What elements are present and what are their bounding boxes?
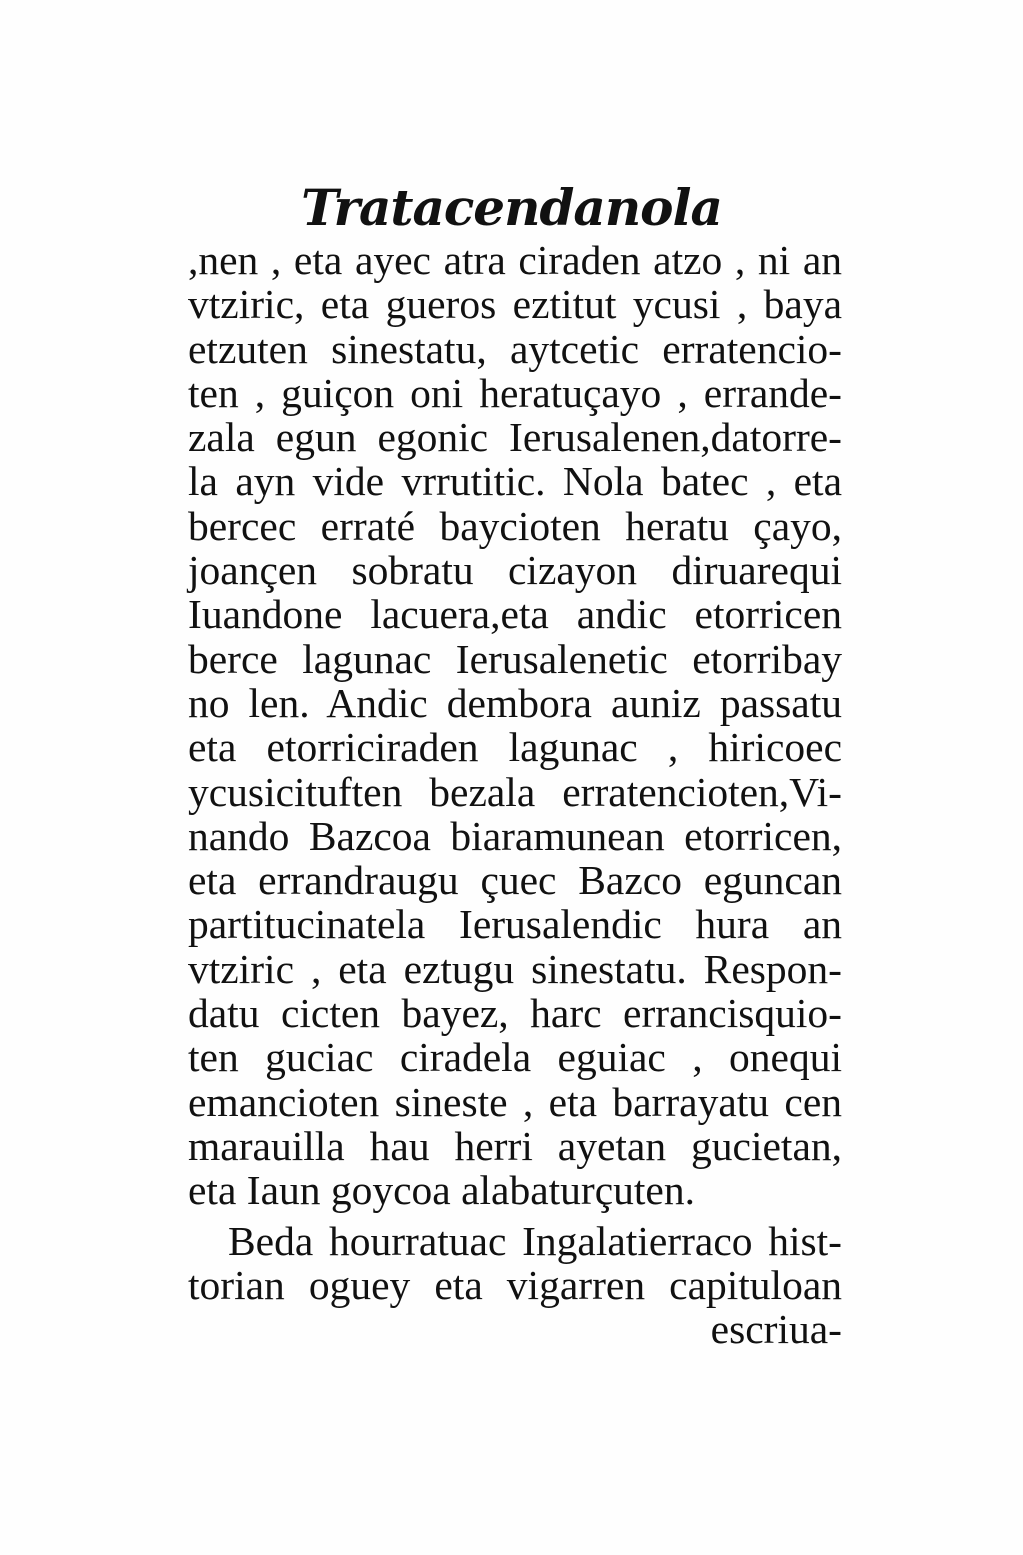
text-line: marauilla hau herri ayetan gucietan, (188, 1122, 842, 1169)
text-line: Iuandone lacuera,eta andic etorricen (188, 591, 842, 638)
text-line: zala egun egonic Ierusalenen,datorre- (188, 414, 842, 461)
text-line: eta errandraugu çuec Bazco eguncan (188, 857, 842, 904)
text-line: berce lagunac Ierusalenetic etorribay (188, 635, 842, 682)
text-line: emancioten sineste , eta barrayatu cen (188, 1078, 842, 1125)
text-line: vtziric, eta gueros eztitut ycusi , baya (188, 281, 842, 328)
paragraph-1 (188, 238, 842, 1213)
text-line: ten guciac ciradela eguiac , onequi (188, 1034, 842, 1081)
text-line: ycusicituften bezala erratencioten,Vi- (188, 768, 842, 815)
paragraph-2 (188, 1219, 842, 1308)
text-line: torian oguey eta vigarren capituloan (188, 1261, 842, 1308)
text-line: eta Iaun goycoa alabaturçuten. (188, 1167, 695, 1214)
text-line: joançen sobratu cizayon diruarequi (188, 547, 842, 594)
text-line: partitucinatela Ierusalendic hura an (188, 901, 842, 948)
text-line: bercec erraté baycioten heratu çayo, (188, 502, 842, 549)
catchword: escriua- (710, 1306, 842, 1353)
text-line: Beda hourratuac Ingalatierraco hist- (228, 1217, 842, 1264)
text-line: etzuten sinestatu, aytcetic erratencio- (188, 325, 842, 372)
body-text (188, 238, 842, 1351)
text-line: nando Bazcoa biaramunean etorricen, (188, 812, 842, 859)
text-line: vtziric , eta eztugu sinestatu. Respon- (188, 945, 842, 992)
text-line: no len. Andic dembora auniz passatu (188, 679, 842, 726)
text-line: eta etorriciraden lagunac , hiricoec (188, 724, 842, 771)
text-line: ,nen , eta ayec atra ciraden atzo , ni an (188, 237, 842, 283)
text-line: la ayn vide vrrutitic. Nola batec , eta (188, 458, 842, 505)
text-line: datu cicten bayez, harc errancisquio- (188, 990, 842, 1037)
text-line: ten , guiçon oni heratuçayo , errande- (188, 369, 842, 416)
running-head: Tratacendanola (301, 178, 722, 237)
